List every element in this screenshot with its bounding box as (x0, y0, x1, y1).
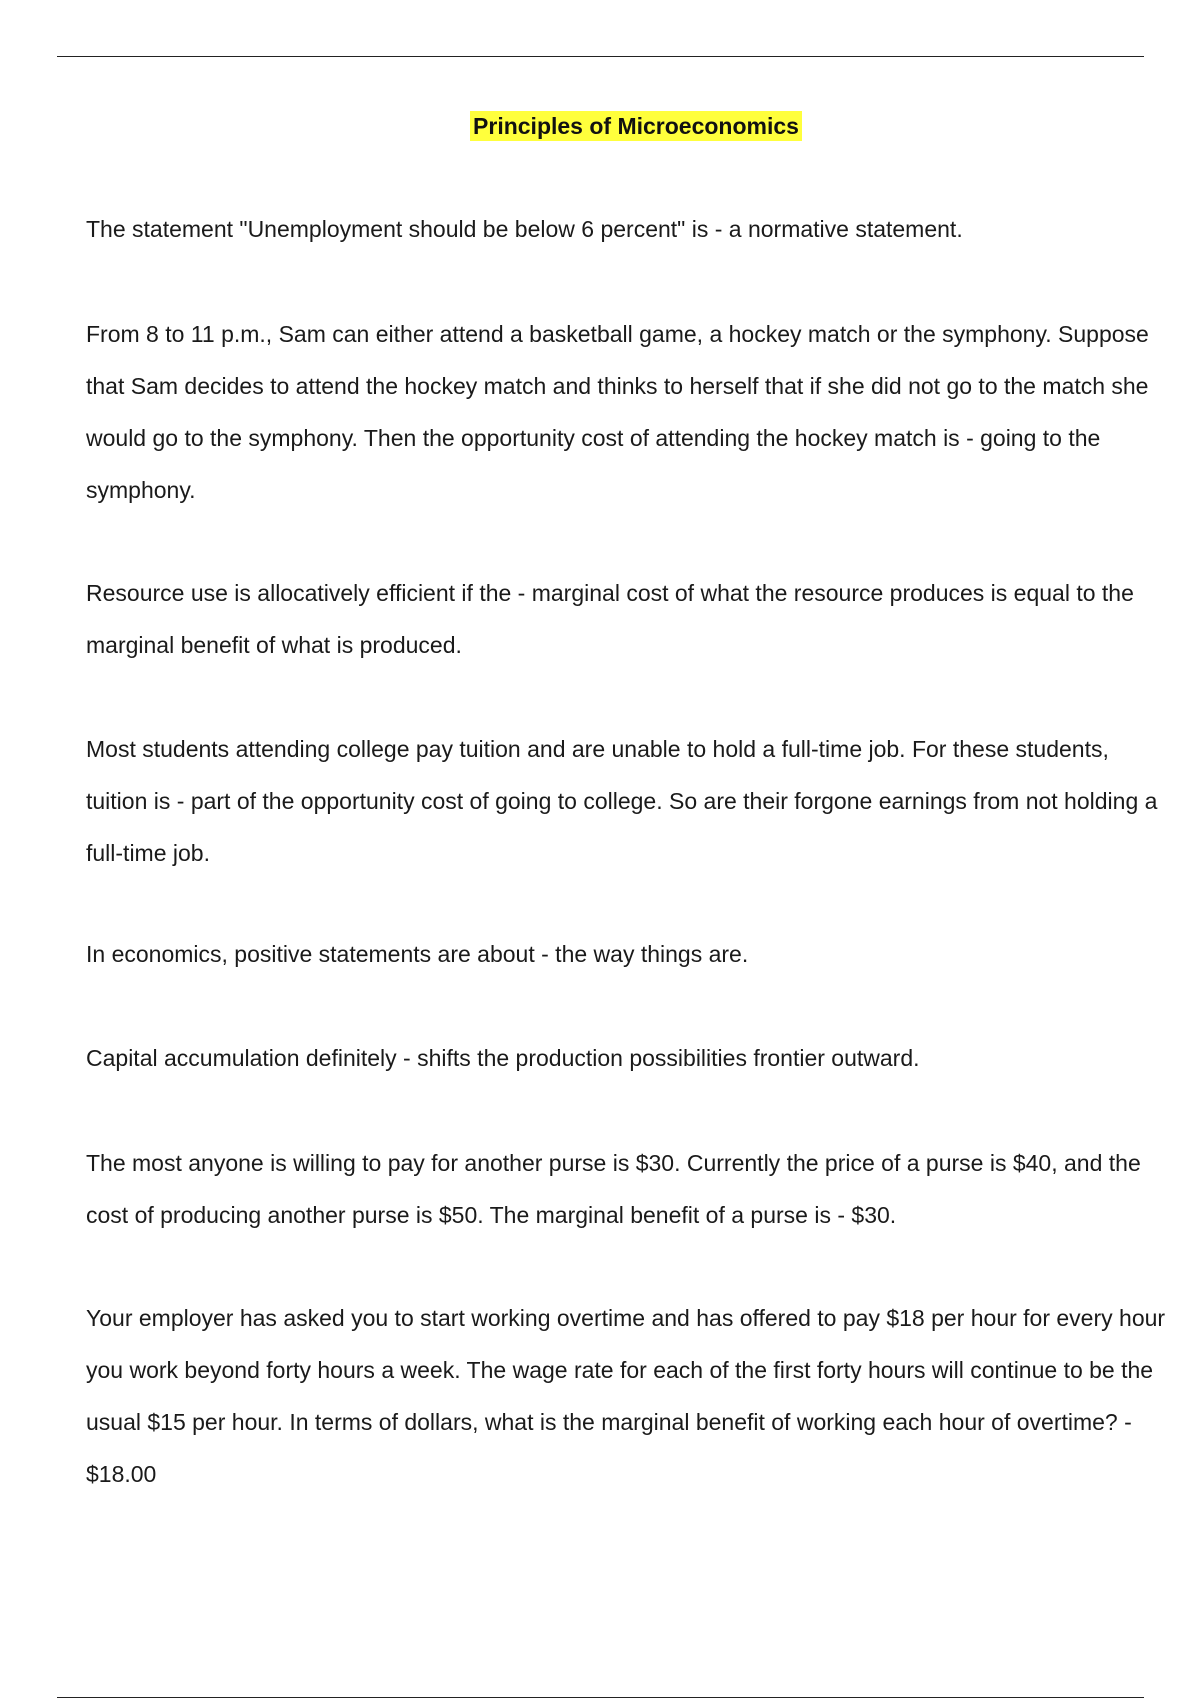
question-answer-4: Most students attending college pay tuition and are unable to hold a full-time job. For these students, tuition is - part of the opportunity cost of going to college. So are their forgone earnings from not holding a full-time job. (86, 736, 1158, 866)
document-title: Principles of Microeconomics (470, 111, 802, 141)
top-divider (57, 56, 1144, 57)
question-answer-5: In economics, positive statements are about - the way things are. (86, 941, 749, 967)
question-answer-6: Capital accumulation definitely - shifts the production possibilities frontier outward. (86, 1045, 920, 1071)
question-answer-8: Your employer has asked you to start working overtime and has offered to pay $18 per hour for every hour you work beyond forty hours a week. The wage rate for each of the first forty hours will continue to be the usual $15 per hour. In terms of dollars, what is the marginal benefit of working each hour of overtime? - $18.00 (86, 1305, 1166, 1487)
question-answer-2: From 8 to 11 p.m., Sam can either attend a basketball game, a hockey match or the symphony. Suppose that Sam decides to attend the hockey match and thinks to herself that if she did not go to the match she would go to the symphony. Then the opportunity cost of attending the hockey match is - going to the symphony. (86, 321, 1149, 503)
question-answer-7: The most anyone is willing to pay for another purse is $30. Currently the price of a purse is $40, and the cost of producing another purse is $50. The marginal benefit of a purse is - $30. (86, 1150, 1141, 1228)
bottom-divider (57, 1697, 1144, 1698)
question-answer-3: Resource use is allocatively efficient if the - marginal cost of what the resource produces is equal to the marginal benefit of what is produced. (86, 580, 1134, 658)
question-answer-1: The statement "Unemployment should be below 6 percent" is - a normative statement. (86, 216, 963, 242)
title-container (0, 111, 1200, 141)
